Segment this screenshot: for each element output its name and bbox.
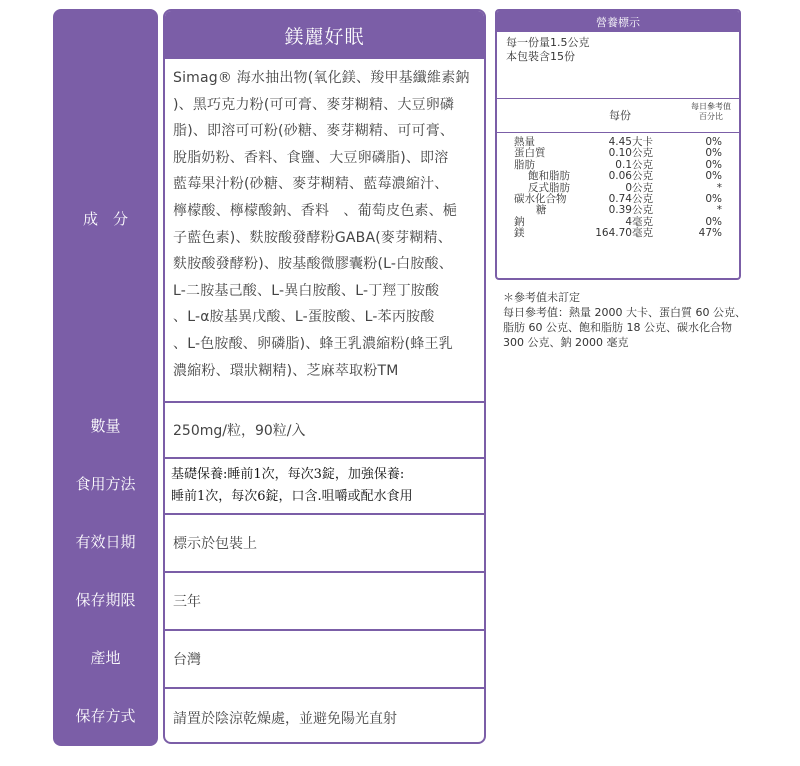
ingredients-line: 、L-色胺酸、卵磷脂)、蜂王乳濃縮粉(蜂王乳: [173, 335, 453, 352]
serving-size: 每一份量1.5公克: [506, 36, 590, 49]
nutrient-value: 0.1公克: [615, 158, 653, 171]
ingredients-line: 麩胺酸發酵粉)、胺基酸微膠囊粉(L-白胺酸、: [173, 256, 453, 273]
nutrition-row: [497, 205, 739, 216]
expiry-value: 標示於包裝上: [173, 536, 257, 552]
product-title: 鎂麗好眠: [165, 11, 484, 59]
ingredients-line: Simag® 海水抽出物(氧化鎂、羧甲基纖維素鈉: [173, 70, 470, 86]
usage-line: 睡前1次，每次6錠，口含.咀嚼或配水食用: [171, 489, 413, 504]
shelf-life-cell: [165, 571, 484, 629]
ingredients-line: 子藍色素)、麩胺酸發酵粉GABA(麥芽糊精、: [173, 229, 452, 246]
label-shelf-life: 保存期限: [75, 590, 136, 609]
nutrient-value: 4.45大卡: [608, 136, 653, 148]
origin-value: 台灣: [173, 652, 201, 668]
daily-value-header-line: 每日參考值: [691, 102, 731, 111]
label-ingredients: 成 分: [82, 209, 128, 228]
nutrition-row: [497, 228, 739, 239]
ingredients-line: 、L-α胺基異戊酸、L-蛋胺酸、L-苯丙胺酸: [173, 309, 435, 326]
label-usage: 食用方法: [75, 474, 136, 493]
origin-cell: [165, 629, 484, 687]
ingredients-line: 檸檬酸、檸檬酸鈉、香料 、葡萄皮色素、梔: [173, 202, 457, 219]
ingredients-text: [165, 59, 484, 384]
ingredients-line: 藍莓果汁粉(砂糖、麥芽糊精、藍莓濃縮汁、: [173, 176, 449, 193]
daily-value-header: [691, 102, 731, 122]
daily-value-header-line: 百分比: [699, 112, 723, 121]
content-column: [163, 9, 486, 744]
nutrient-dv: 0%: [705, 192, 722, 205]
label-storage: 保存方式: [75, 706, 136, 725]
nutrient-dv: 0%: [705, 147, 722, 160]
servings-per-package: 本包裝含15份: [506, 50, 575, 63]
shelf-life-value: 三年: [173, 594, 201, 610]
ingredients-line: 濃縮粉、環狀糊精)、芝麻萃取粉TM: [173, 362, 399, 379]
nutrition-column-headers: [497, 98, 739, 133]
nutrient-value: 4毫克: [625, 215, 653, 228]
per-serving-header: 每份: [609, 109, 631, 122]
nutrient-dv: 0%: [705, 136, 722, 148]
nutrient-name: 蛋白質: [514, 147, 546, 160]
note-title: ＊參考值未訂定: [503, 291, 580, 304]
nutrition-notes: [503, 290, 753, 350]
nutrient-dv: 0%: [705, 215, 722, 228]
nutrient-dv: 0%: [705, 158, 722, 171]
nutrient-value: 0.74公克: [608, 192, 653, 205]
quantity-cell: [165, 401, 484, 457]
nutrient-name: 碳水化合物: [514, 192, 567, 205]
nutrient-name: 鈉: [514, 215, 525, 228]
usage-value: [167, 460, 417, 512]
quantity-value: 250mg/粒，90粒/入: [173, 423, 306, 439]
nutrition-header: 營養標示: [497, 11, 739, 32]
nutrition-panel: [495, 9, 741, 280]
label-origin: 產地: [90, 648, 121, 667]
usage-line: 基礎保養:睡前1次，每次3錠，加強保養:: [171, 467, 405, 482]
label-column: [53, 9, 158, 746]
usage-cell: [165, 457, 484, 513]
nutrient-value: 0.06公克: [608, 170, 653, 183]
nutrient-name: 糖: [536, 204, 547, 217]
label-expiry: 有效日期: [75, 532, 136, 551]
nutrient-dv: 0%: [705, 170, 722, 183]
nutrient-name: 熱量: [514, 136, 535, 148]
ingredients-line: )、黑巧克力粉(可可膏、麥芽糊精、大豆卵磷: [173, 96, 455, 113]
nutrient-name: 飽和脂肪: [528, 170, 570, 183]
nutrient-dv: *: [716, 204, 722, 217]
ingredients-line: L-二胺基己酸、L-異白胺酸、L-丁羥丁胺酸: [173, 282, 440, 299]
ingredients-line: 脂)、即溶可可粉(砂糖、麥芽糊精、可可膏、: [173, 123, 455, 140]
nutrition-row: [497, 171, 739, 182]
nutrition-rows: [497, 133, 739, 240]
nutrient-value: 164.70毫克: [595, 227, 653, 240]
nutrient-dv: *: [716, 181, 722, 194]
expiry-cell: [165, 513, 484, 571]
nutrient-dv: 47%: [698, 227, 722, 240]
nutrient-value: 0.10公克: [608, 147, 653, 160]
storage-value: 請置於陰涼乾燥處，並避免陽光直射: [173, 710, 397, 727]
serving-info: [497, 32, 739, 98]
nutrient-name: 脂肪: [514, 158, 535, 171]
storage-cell: [165, 687, 484, 744]
label-quantity: 數量: [90, 416, 121, 435]
nutrient-value: 0公克: [625, 181, 653, 194]
note-body: 每日參考值：熱量 2000 大卡、蛋白質 60 公克、脂肪 60 公克、飽和脂肪 18 公克、碳水化合物 300 公克、鈉 2000 毫克: [503, 306, 746, 349]
nutrient-name: 鎂: [514, 227, 525, 240]
nutrient-name: 反式脂肪: [528, 181, 570, 194]
nutrient-value: 0.39公克: [608, 204, 653, 217]
ingredients-line: 脫脂奶粉、香料、食鹽、大豆卵磷脂)、即溶: [173, 149, 449, 166]
